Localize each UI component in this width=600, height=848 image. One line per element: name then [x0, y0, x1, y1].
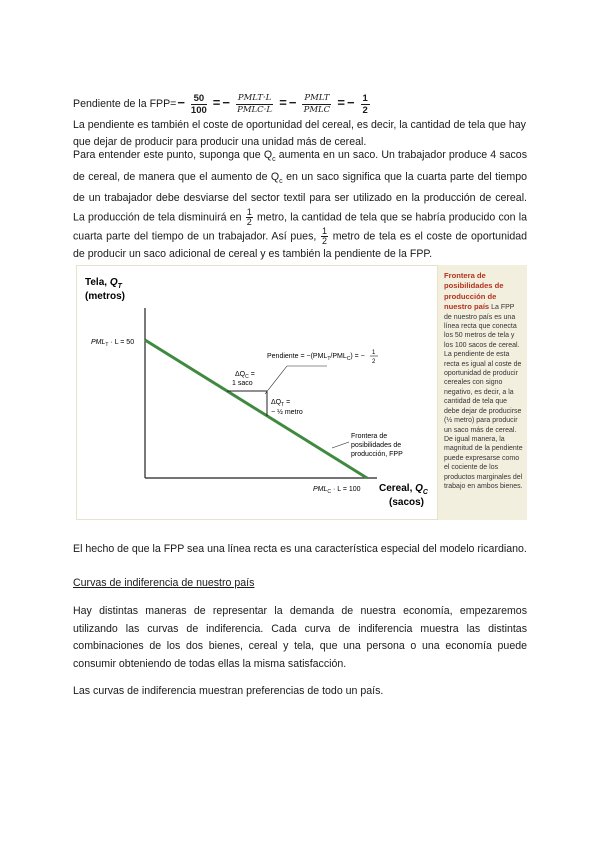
ppf-line [145, 340, 367, 478]
x-axis-title: Cereal, $Q_C$ [379, 483, 428, 496]
frontier-pointer [332, 442, 349, 448]
paragraph-indifference: Hay distintas maneras de representar la demanda de nuestra economía, empezaremos utilizando las curvas de indiferencia. Cada curva de indiferencia muestra las distintas combinaciones de los dos bienes, cereal y tela, que una persona o una economía puede consumir obteniendo de todas ellas la misma satisfacción. [73, 605, 527, 670]
y-intercept-label: $PML_T \cdot L = 50$ [91, 339, 135, 348]
y-axis-title: Tela, $Q_T$ [85, 277, 122, 290]
frontier-label-2: posibilidades de [351, 442, 402, 449]
delta-qc-value: 1 saco [232, 380, 253, 387]
formula-lead: Pendiente de la FPP= [73, 98, 177, 110]
slope-formula [73, 88, 527, 118]
paragraph-explanation: Para entender este punto, suponga que $Q_c$ aumenta en un saco. Un trabajador produce 4 sacos de cereal, de manera que el aumento de $Q_c$ en un saco significa que la cuarta parte del tiempo de un trabajador debe desviarse del sector textil para ser utilizado en la producción de cereal. La producción de tela disminuirá en $\frac{1}{2}$ metro, la cantidad de tela que se habría producido con la cuarta parte del tiempo de un trabajador. Así pues, $\frac{1}{2}$ metro de tela es el coste de oportunidad de producir un saco adicional de cereal y es también la pendiente de la FPP. [73, 149, 527, 260]
minus-sign: − [288, 95, 297, 110]
frontier-label-3: producción, FPP [351, 451, 403, 458]
delta-qc-label: $\Delta Q_C$ = [235, 371, 255, 380]
x-intercept-label: $PML_C \cdot L = 100$ [313, 486, 361, 495]
fraction-one-half: $\frac{1}{2}$ [362, 92, 368, 116]
paragraph-ricardian: El hecho de que la FPP sea una línea recta es una característica especial del modelo ricardiano. [73, 543, 527, 555]
fraction-50-100: $\frac{50}{100}$ [190, 92, 207, 116]
frontier-label-1: Frontera de [351, 433, 388, 440]
fraction-pmlt-l: PMLT·L PMLC·L [237, 92, 273, 115]
delta-qt-label: $\Delta Q_T$ = [271, 399, 291, 408]
minus-sign: − [222, 95, 230, 110]
equals-sign: = [279, 95, 287, 110]
ppf-figure [76, 265, 527, 520]
y-axis-unit: (metros) [85, 291, 126, 302]
slope-frac-den: 2 [372, 359, 376, 365]
slope-frac-num: 1 [372, 350, 376, 356]
minus-sign: − [346, 95, 355, 110]
ppf-plot-area [76, 265, 438, 520]
caption-title: Frontera de posibilidades de producción de nuestro país [444, 271, 504, 312]
inline-fraction-half: $\frac{1}{2}$ [246, 206, 252, 227]
inline-fraction-half: $\frac{1}{2}$ [322, 225, 328, 246]
paragraph-opportunity-cost: La pendiente es también el coste de oportunidad del cereal, es decir, la cantidad de tela que hay que dejar de producir para producir una unidad más de cereal. [73, 119, 526, 148]
slope-label: Pendiente = $-(PML_T/PML_C)$ = − [267, 353, 365, 362]
figure-caption [444, 271, 524, 491]
equals-sign: = [337, 95, 345, 110]
fraction-pmlt-pmlc: PMLT PMLC [303, 92, 331, 115]
equals-sign: = [212, 95, 221, 110]
minus-sign: − [177, 95, 185, 110]
slope-pointer [265, 366, 327, 394]
x-axis-unit: (sacos) [389, 497, 425, 508]
delta-qt-value: − ½ metro [271, 409, 303, 416]
ppf-chart [77, 266, 439, 521]
paragraph-preferences: Las curvas de indiferencia muestran preferencias de todo un país. [73, 685, 384, 697]
section-heading: Curvas de indiferencia de nuestro país [73, 577, 255, 589]
caption-body: La FPP de nuestro país es una línea recta que conecta los 50 metros de tela y los 100 sacos de cereal. La pendiente de esta recta es igual al coste de oportunidad de producir cereales con signo negativo, es decir, a la cantidad de tela que debe dejar de producirse (½ metro) para producir un saco más de cereal. De igual manera, la magnitud de la pendiente puede expresarse como el cociente de los productos marginales del trabajo en ambos bienes. [444, 304, 523, 490]
